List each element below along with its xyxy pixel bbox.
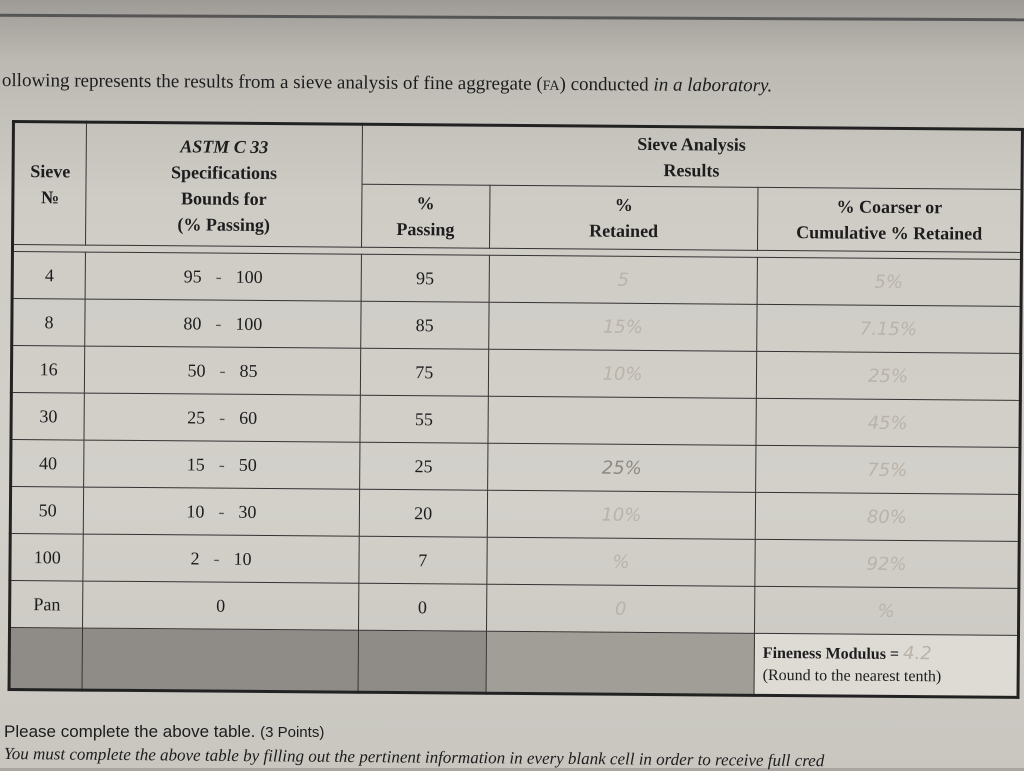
fineness-value[interactable]: 4.2 — [903, 642, 932, 664]
retained-cell[interactable]: 0 — [486, 584, 754, 633]
shaded-cell — [486, 631, 755, 695]
bounds-cell: 10 - 30 — [84, 487, 360, 536]
shaded-cell — [9, 627, 83, 690]
astm-header: ASTM C 33 Specifications Bounds for (% Passing) — [86, 122, 362, 247]
cumulative-cell[interactable]: 45% — [756, 398, 1020, 447]
sieve-cell: 4 — [12, 252, 86, 300]
instruction-detail: You must complete the above table by filling out the pertinent information in every blank cell in order to receive full cred — [3, 744, 825, 771]
retained-cell[interactable]: 5 — [489, 255, 757, 304]
points-label: (3 Points) — [260, 724, 325, 741]
table-row — [11, 440, 1020, 495]
cumulative-cell[interactable]: 7.15% — [757, 304, 1021, 353]
table-row — [10, 487, 1019, 542]
passing-cell: 95 — [361, 254, 490, 302]
sieve-analysis-table — [8, 120, 1024, 699]
retained-cell[interactable]: % — [487, 537, 755, 586]
table-row — [12, 252, 1021, 307]
sieve-cell: 8 — [12, 299, 86, 347]
fineness-note: (Round to the nearest tenth) — [762, 666, 942, 685]
sieve-table-container — [7, 120, 1023, 703]
cumulative-cell[interactable]: 75% — [756, 445, 1020, 494]
retained-cell[interactable]: 25% — [488, 443, 756, 492]
bounds-cell: 50 - 85 — [85, 346, 361, 395]
table-row — [11, 393, 1020, 448]
retained-cell[interactable]: 10% — [488, 349, 756, 398]
intro-text — [2, 70, 772, 97]
bounds-cell: 95 - 100 — [85, 252, 361, 301]
passing-cell: 0 — [358, 583, 487, 631]
cumulative-cell[interactable]: % — [754, 586, 1018, 635]
retained-cell[interactable]: 10% — [487, 490, 755, 539]
sieve-no-header: Sieve № — [13, 122, 87, 246]
intro-part2: ) conducted — [559, 73, 649, 96]
intro-part3: in a laboratory. — [653, 74, 773, 97]
top-rule — [0, 14, 1024, 21]
retained-header: % Retained — [489, 185, 758, 250]
fineness-modulus-cell[interactable] — [754, 633, 1018, 697]
cumulative-cell[interactable]: 5% — [757, 257, 1021, 306]
table-row — [10, 533, 1019, 588]
cumulative-cell[interactable]: 80% — [755, 492, 1019, 541]
bounds-cell: 15 - 50 — [84, 440, 360, 489]
sieve-cell: 50 — [10, 487, 84, 535]
header-row-1 — [13, 122, 1022, 190]
cumulative-header: % Coarser or Cumulative % Retained — [757, 187, 1021, 252]
cumulative-cell[interactable]: 92% — [755, 539, 1019, 588]
sieve-cell: 30 — [11, 393, 85, 441]
passing-cell: 7 — [358, 536, 487, 584]
passing-cell: 20 — [359, 489, 488, 537]
table-row — [10, 580, 1019, 635]
fineness-row — [9, 627, 1018, 697]
passing-cell: 25 — [359, 442, 488, 490]
cumulative-cell[interactable]: 25% — [756, 351, 1020, 400]
sieve-cell: 40 — [11, 440, 85, 488]
passing-cell: 75 — [360, 348, 489, 396]
bounds-cell: 2 - 10 — [83, 534, 359, 583]
shaded-cell — [82, 628, 358, 692]
intro-part1: ollowing represents the results from a sieve analysis of fine aggregate ( — [1, 70, 543, 95]
bounds-cell: 0 — [83, 581, 359, 630]
table-row — [11, 346, 1020, 401]
sieve-cell: Pan — [10, 580, 84, 628]
retained-cell[interactable] — [488, 396, 756, 445]
retained-cell[interactable]: 15% — [489, 302, 757, 351]
fineness-label: Fineness Modulus = — [762, 644, 900, 663]
table-row — [12, 299, 1021, 354]
bounds-cell: 25 - 60 — [84, 393, 360, 442]
bounds-cell: 80 - 100 — [85, 299, 361, 348]
sieve-cell: 16 — [11, 346, 85, 394]
instruction-line: Please complete the above table. (3 Points) — [4, 722, 325, 741]
sieve-cell: 100 — [10, 533, 84, 581]
passing-cell: 85 — [360, 301, 489, 349]
passing-cell: 55 — [360, 395, 489, 443]
passing-header: % Passing — [361, 184, 490, 248]
shaded-cell — [358, 630, 487, 693]
intro-fa: FA — [542, 78, 560, 94]
results-header: Sieve Analysis Results — [362, 124, 1023, 189]
